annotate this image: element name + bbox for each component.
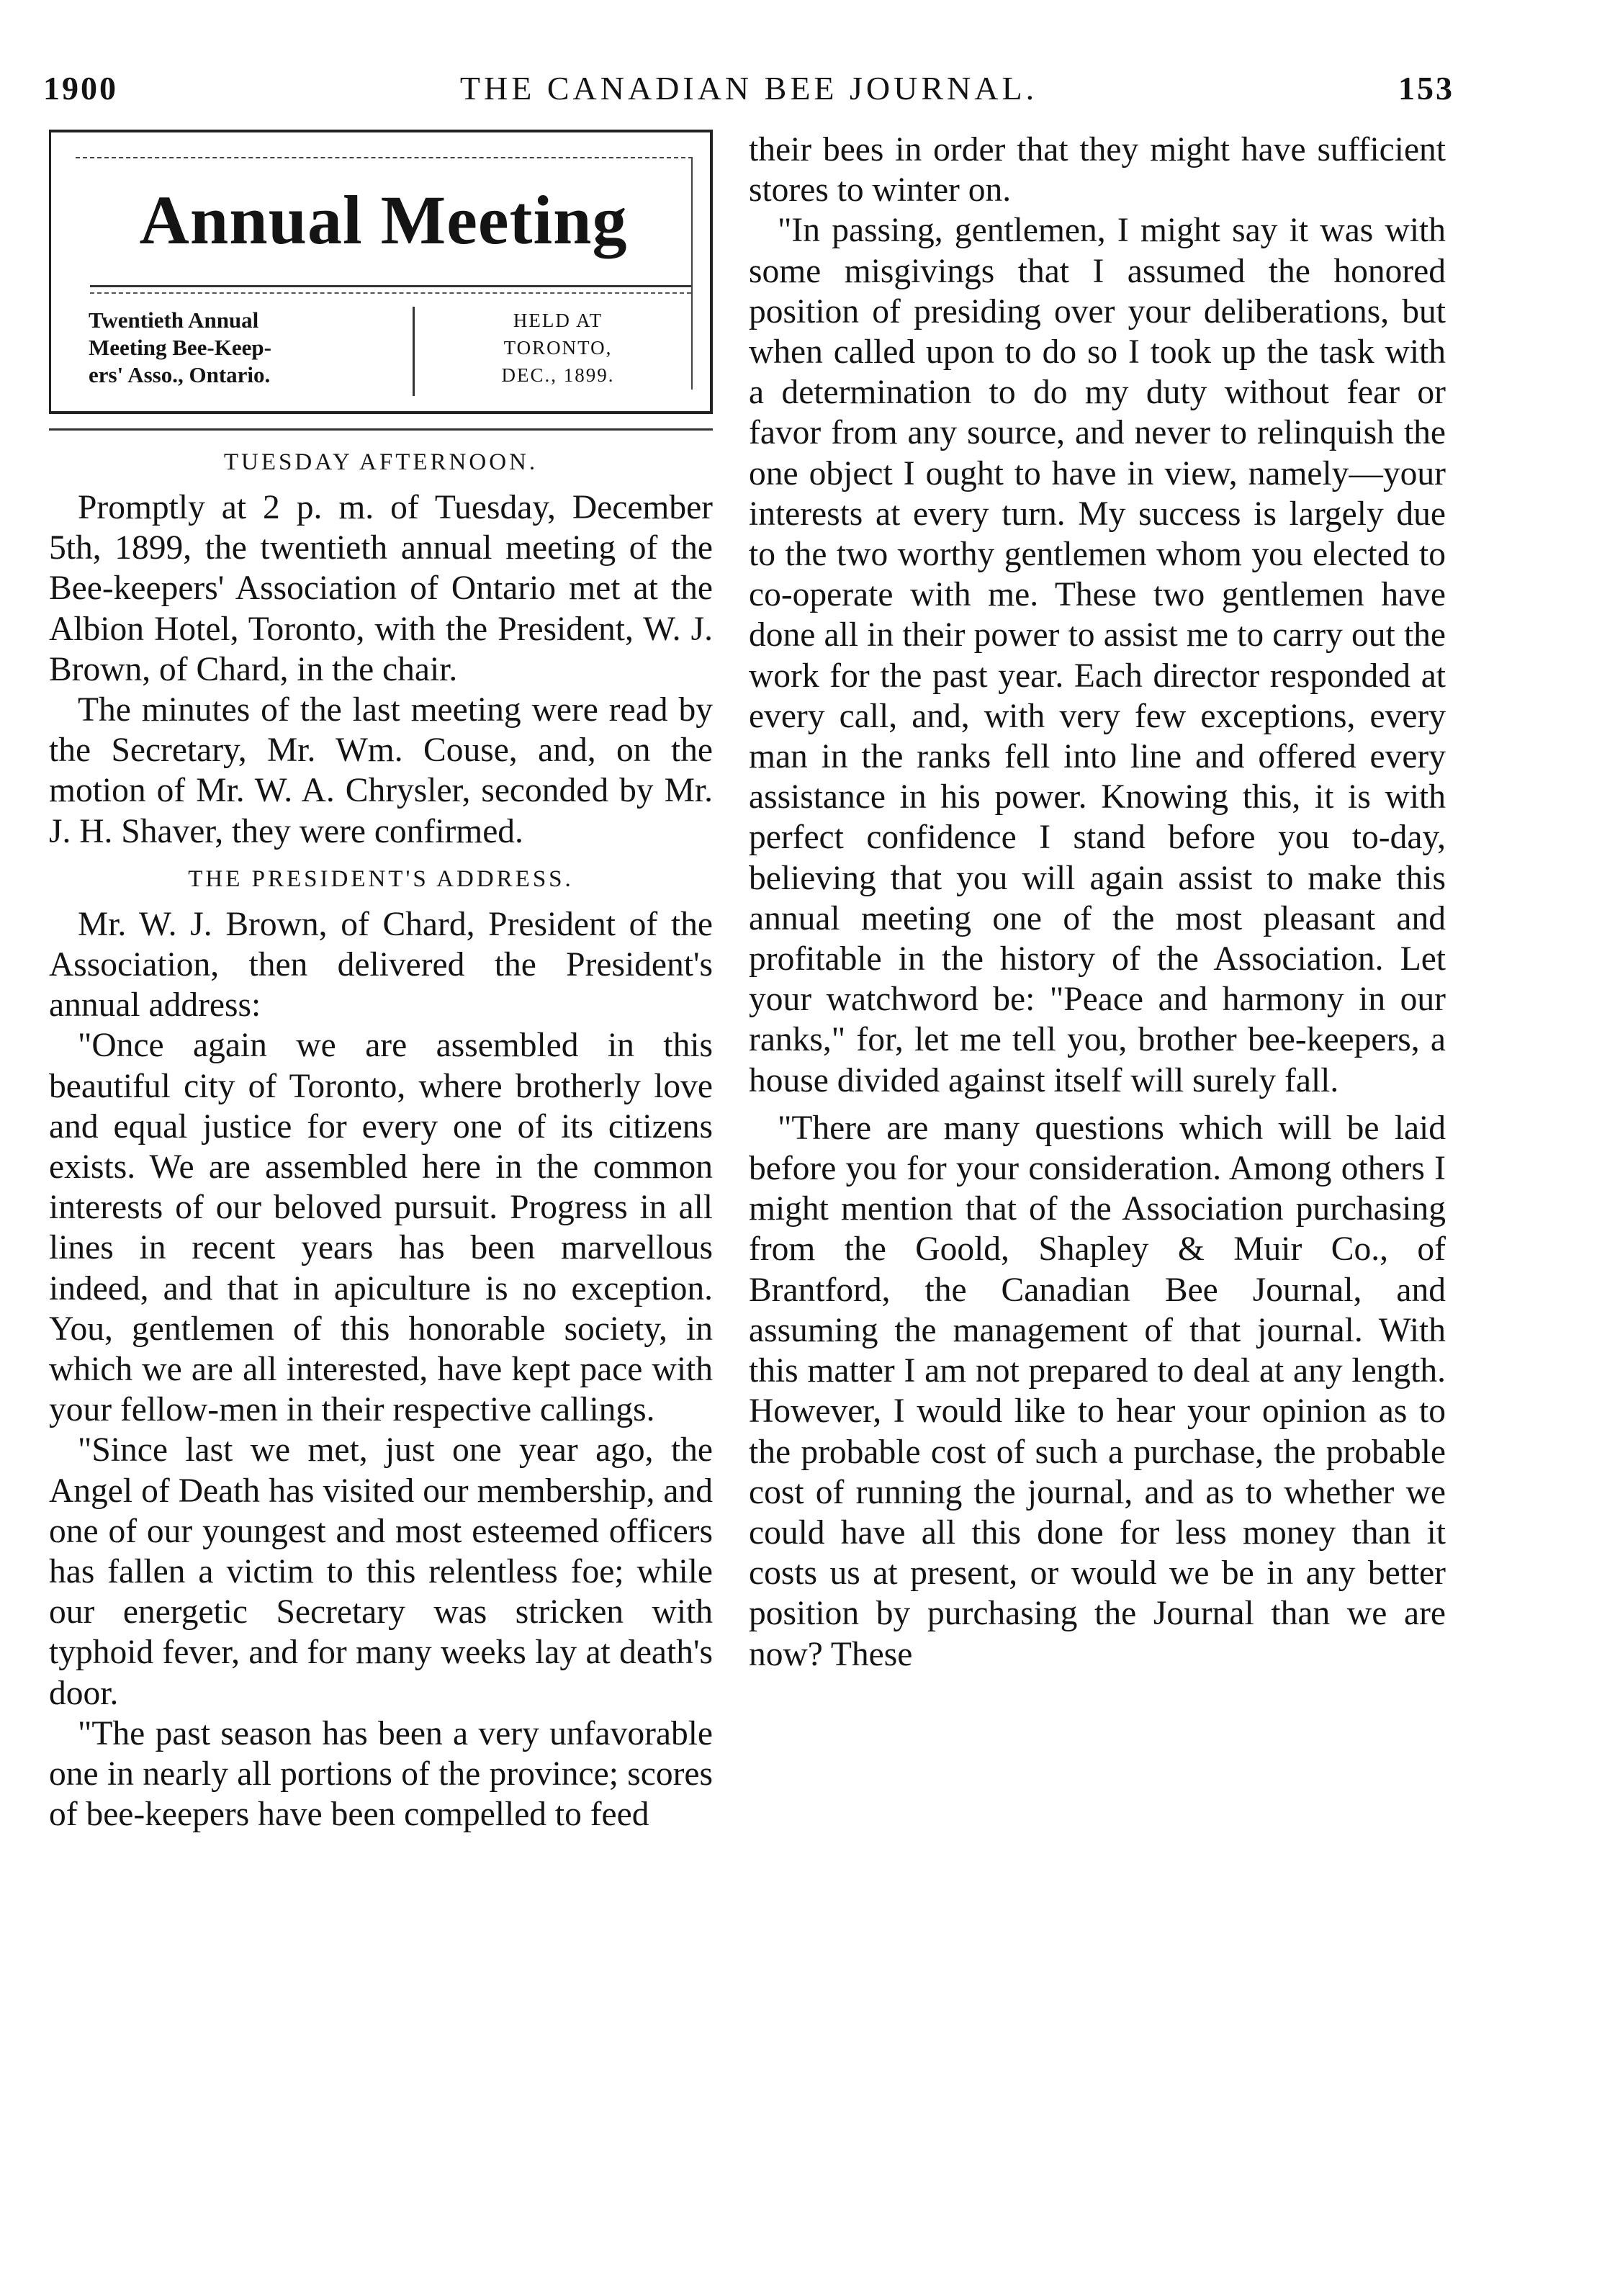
paragraph-many-questions: "There are many questions which will be laid before you for your consideration. Among others I might mention that of the Association purchasing from the Goold, Shapley & Muir Co., of Brantford, the Canadian Bee Journal, and assuming the management of that journal. With this matter I am not prepared to deal at any length. However, I would like to hear your opinion as to the probable cost of such a purchase, the probable cost of running the journal, and as to whether we could have all this done for less money than it costs us at present, or would we be in any better position by purchasing the Journal than we are now? These [749,1109,1446,1673]
paragraph-meeting-opened: Promptly at 2 p. m. of Tuesday, December 5th, 1899, the twentieth annual meeting of the Bee-keepers' Association of Ontario met at the Albion Hotel, Toronto, with the President, W. J. Brown, of Chard, in the chair. [49,489,713,688]
notice-bottom-rule [49,428,713,431]
paragraph-minutes: The minutes of the last meeting were read by the Secretary, Mr. Wm. Couse, and, on the motion of Mr. W. A. Chrysler, seconded by Mr. J. H. Shaver, they were confirmed. [49,691,713,850]
running-header [43,69,1454,127]
paragraph-in-passing: "In passing, gentlemen, I might say it was with some misgivings that I assumed the honored position of presiding over your deliberations, but when called upon to do so I took up the task with a determination to do my duty without fear or favor from any source, and never to relinquish the one object I ought to have in view, namely—your interests at every turn. My success is largely due to the two worthy gentlemen whom you elected to co-operate with me. These two gentlemen have done all in their power to assist me to carry out the work for the past year. Each director responded at every call, and, with very few exceptions, every man in the ranks fell into line and offered every assistance in his power. Knowing this, it is with perfect confidence I stand before you to-day, believing that you will again assist to make this annual meeting one of the most pleasant and profitable in the history of the Association. Let your watchword be: "Peace and harmony in our ranks," for, let me tell you, brother bee-keepers, a house divided against itself will surely fall. [749,212,1446,1099]
notice-right-line: HELD AT [513,310,603,331]
journal-title: THE CANADIAN BEE JOURNAL. [459,70,1038,107]
notice-title: Annual Meeting [139,181,628,258]
paragraph-since-last-met: "Since last we met, just one year ago, the Angel of Death has visited our membership, and one of our youngest and most esteemed officers has fallen a victim to this relentless foe; while our energetic Secretary was stricken with typhoid fever, and for many weeks lay at death's door. [49,1431,713,1712]
section-heading-tuesday: TUESDAY AFTERNOON. [223,449,539,475]
notice-left-line: Twentieth Annual [89,307,259,333]
paragraph-past-season: "The past season has been a very unfavorable one in nearly all portions of the province; scores of bee-keepers have been compelled to feed [49,1714,713,1834]
notice-inner-frame [76,157,693,390]
paragraph-continued: their bees in order that they might have sufficient stores to winter on. [749,131,1446,210]
paragraph-gap [749,1101,1446,1108]
paragraph-assembled: "Once again we are assembled in this beautiful city of Toronto, where brotherly love and equal justice for every one of its citizens exists. We are assembled here in the common interests of our beloved pursuit. Progress in all lines in recent years has been marvellous indeed, and that in apiculture is no exception. You, gentlemen of this honorable society, in which we are all interested, have kept pace with your fellow-men in their respective callings. [49,1027,713,1429]
page-number: 153 [1398,70,1454,107]
annual-meeting-notice [49,130,713,414]
notice-meeting-info [89,307,384,389]
notice-left-line: Meeting Bee-Keep- [89,335,271,360]
notice-divider [90,285,691,287]
left-column [49,130,713,1835]
notice-divider-dashed [90,292,691,294]
paragraph-address-intro: Mr. W. J. Brown, of Chard, President of the Association, then delivered the President's annual address: [49,905,713,1025]
section-heading-presidents-address: THE PRESIDENT'S ADDRESS. [188,865,574,892]
notice-right-line: DEC., 1899. [501,364,615,386]
notice-left-line: ers' Asso., Ontario. [89,362,271,387]
notice-vertical-divider [413,307,415,396]
header-year: 1900 [43,70,118,107]
right-column [749,130,1446,1675]
notice-right-line: TORONTO, [503,337,613,359]
notice-location-info [428,307,688,389]
